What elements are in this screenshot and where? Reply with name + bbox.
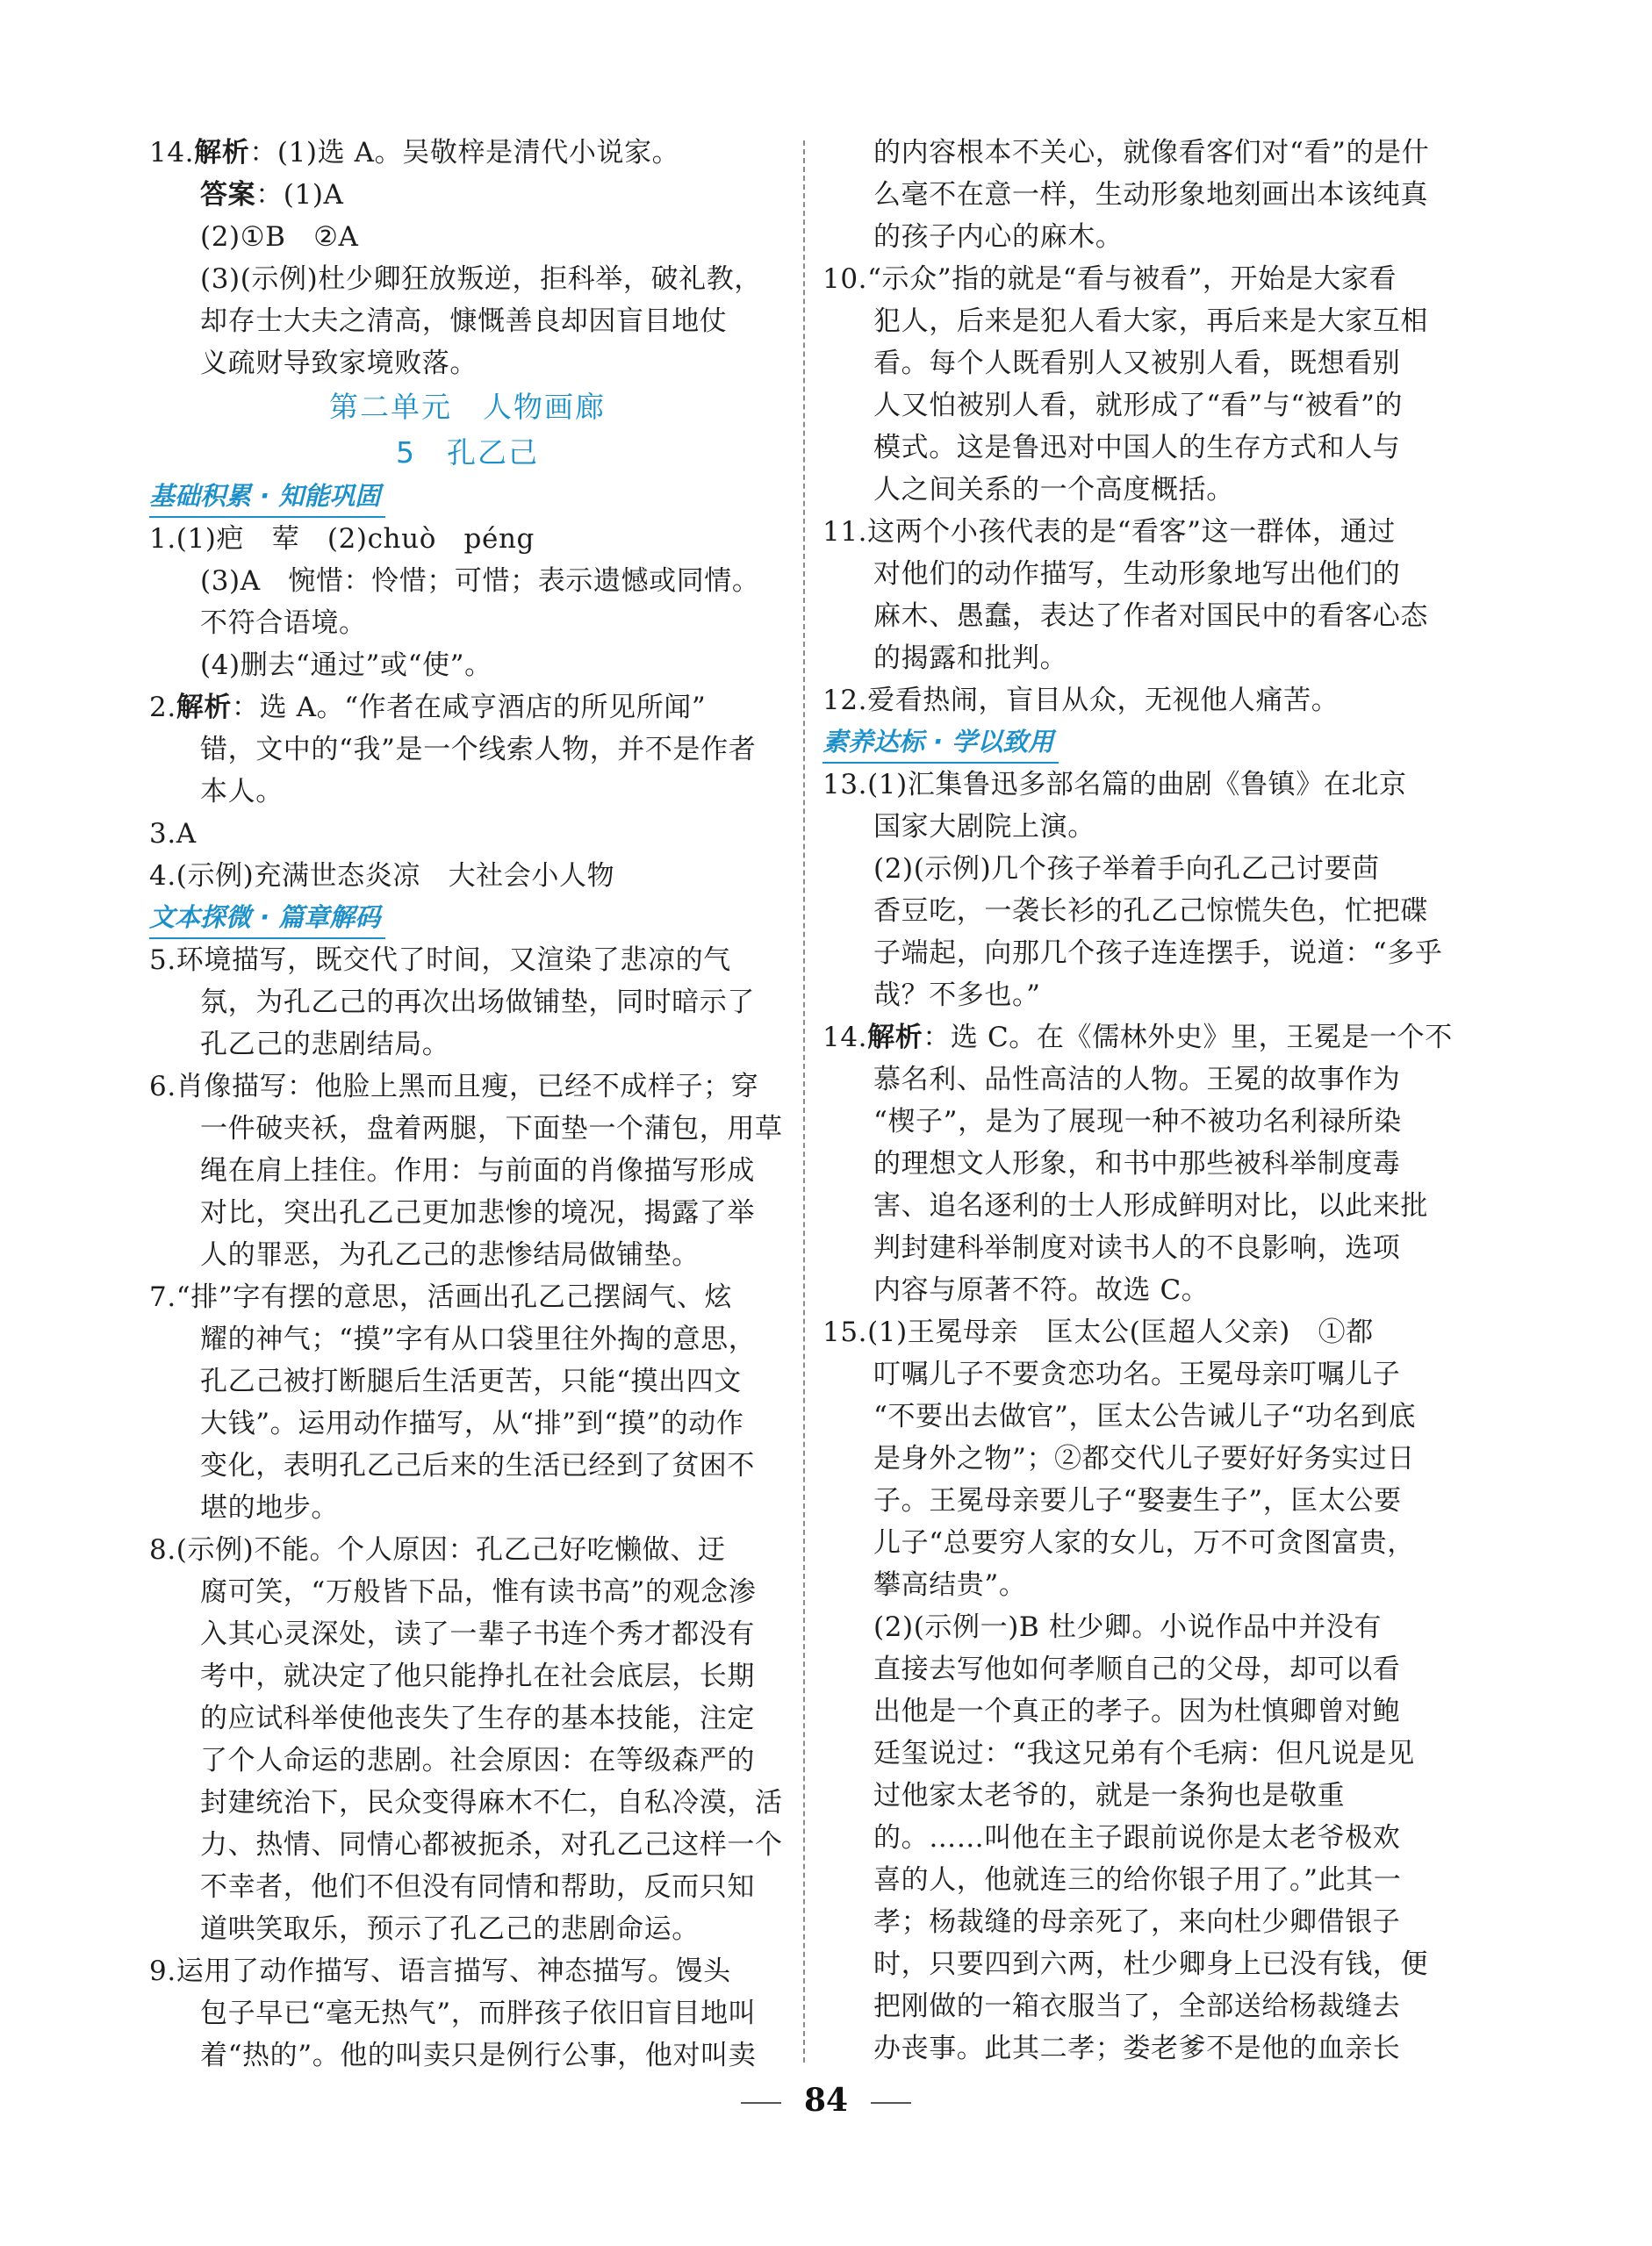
- q13-line: 子端起，向那几个孩子连连摆手，说道：“多乎: [873, 937, 1443, 969]
- answer-keyword: 答案: [200, 179, 256, 211]
- q15-line: 喜的人，他就连三的给你银子用了。”此其一: [873, 1864, 1402, 1896]
- q7-line: 变化，表明孔乙己后来的生活已经到了贫困不: [200, 1450, 755, 1482]
- q10-line: 犯人，后来是犯人看大家，再后来是大家互相: [873, 305, 1428, 337]
- q14-line6: 义疏财导致家境败落。: [200, 348, 478, 379]
- q8-line: 了个人命运的悲剧。社会原因：在等级森严的: [200, 1745, 755, 1776]
- q7-line: 大钱”。运用动作描写，从“排”到“摸”的动作: [200, 1408, 744, 1439]
- q15-line: “不要出去做官”，匡太公告诫儿子“功名到底: [873, 1401, 1417, 1432]
- q6-line: 人的罪恶，为孔乙己的悲惨结局做铺垫。: [200, 1239, 700, 1271]
- q13-line: 13.(1)汇集鲁迅多部名篇的曲剧《鲁镇》在北京: [822, 769, 1407, 800]
- q5-line: 孔乙己的悲剧结局。: [200, 1029, 450, 1060]
- q9-line: 的孩子内心的麻木。: [873, 221, 1124, 253]
- q4-answer: 4.(示例)充满世态炎凉 大社会小人物: [149, 860, 615, 892]
- page-footer: [0, 2082, 1652, 2119]
- q8-line: 的应试科举使他丧失了生存的基本技能，注定: [200, 1703, 755, 1734]
- q14-line: 判封建科举制度对读书人的不良影响，选项: [873, 1232, 1401, 1264]
- q15-line: 廷玺说过：“我这兄弟有个毛病：但凡说是见: [873, 1738, 1415, 1769]
- q8-line: 力、热情、同情心都被扼杀，对孔乙己这样一个: [200, 1829, 783, 1861]
- q5-line: 氛，为孔乙己的再次出场做铺垫，同时暗示了: [200, 987, 755, 1018]
- q14-line: “楔子”，是为了展现一种不被功名利禄所染: [873, 1106, 1402, 1137]
- q8-line: 腐可笑，“万般皆下品，惟有读书高”的观念渗: [200, 1576, 757, 1608]
- q9-line: 包子早已“毫无热气”，而胖孩子依旧盲目地叫: [200, 1998, 757, 2029]
- q15-block: [822, 1311, 1459, 2070]
- q3-answer: 3.A: [149, 818, 197, 850]
- q9-continuation: [822, 132, 1459, 258]
- q15-line: 儿子“总要穷人家的女儿，万不可贪图富贵，: [873, 1527, 1415, 1559]
- q7-line: 堪的地步。: [200, 1492, 339, 1524]
- q14-line3: (2)①B ②A: [200, 221, 359, 253]
- q10-line: 10.“示众”指的就是“看与被看”，开始是大家看: [822, 263, 1397, 295]
- q15-line: (2)(示例一)B 杜少卿。小说作品中并没有: [873, 1611, 1382, 1643]
- q15-line: 15.(1)王冕母亲 匡太公(匡超人父亲) ①都: [822, 1317, 1374, 1348]
- q13-line: 香豆吃，一袭长衫的孔乙己惊慌失色，忙把碟: [873, 895, 1428, 927]
- q11-line: 对他们的动作描写，生动形象地写出他们的: [873, 558, 1401, 590]
- q1-line1: 1.(1)疤 荤 (2)chuò péng: [149, 523, 535, 555]
- right-column: [822, 132, 1459, 2070]
- footer-dash-right: [871, 2102, 911, 2104]
- q6-line: 6.肖像描写：他脸上黑而且瘦，已经不成样子；穿: [149, 1071, 759, 1102]
- q8-block: [149, 1529, 786, 1950]
- page-number: 84: [803, 2082, 849, 2119]
- footer-dash-left: [741, 2102, 781, 2104]
- q13-line: 哉？不多也。”: [873, 979, 1041, 1011]
- q11-line: 的揭露和批判。: [873, 642, 1068, 674]
- q15-line: 是身外之物”；②都交代儿子要好好务实过日: [873, 1443, 1415, 1475]
- q14-line: 慕名利、品性高洁的人物。王冕的故事作为: [873, 1064, 1401, 1095]
- q9-block: [149, 1950, 786, 2077]
- q5-block: [149, 939, 786, 1066]
- section-heading-application: 素养达标 · 学以致用: [822, 721, 1059, 764]
- q11-line: 11.这两个小孩代表的是“看客”这一群体，通过: [822, 516, 1396, 548]
- q8-line: 不幸者，他们不但没有同情和帮助，反而只知: [200, 1871, 755, 1903]
- q8-line: 封建统治下，民众变得麻木不仁，自私冷漠，活: [200, 1787, 783, 1819]
- q8-line: 入其心灵深处，读了一辈子书连个秀才都没有: [200, 1618, 755, 1650]
- q5-line: 5.环境描写，既交代了时间，又渲染了悲凉的气: [149, 944, 731, 976]
- q15-line: 子。王冕母亲要儿子“娶妻生子”，匡太公要: [873, 1485, 1402, 1517]
- left-column: [149, 132, 786, 2077]
- q11-line: 麻木、愚蠢，表达了作者对国民中的看客心态: [873, 600, 1428, 632]
- q9-line: 着“热的”。他的叫卖只是例行公事，他对叫卖: [200, 2040, 757, 2071]
- unit-title: 第二单元 人物画廊: [329, 390, 606, 424]
- q2-line3: 本人。: [200, 776, 284, 807]
- q6-line: 对比，突出孔乙己更加悲惨的境况，揭露了举: [200, 1197, 755, 1229]
- q15-line: 孝；杨裁缝的母亲死了，来向杜少卿借银子: [873, 1906, 1401, 1938]
- q12-answer: 12.爱看热闹，盲目从众，无视他人痛苦。: [822, 685, 1340, 716]
- q13-line: (2)(示例)几个孩子举着手向孔乙己讨要茴: [873, 853, 1380, 885]
- q6-line: 绳在肩上挂住。作用：与前面的肖像描写形成: [200, 1155, 755, 1187]
- q13-line: 国家大剧院上演。: [873, 811, 1095, 843]
- q10-block: [822, 258, 1459, 511]
- q14-block: [822, 1016, 1459, 1311]
- column-divider: [803, 140, 805, 2063]
- q14-line5: 却存士大夫之清高，慷慨善良却因盲目地仗: [200, 305, 728, 337]
- q10-line: 人之间关系的一个高度概括。: [873, 474, 1234, 506]
- q1-line3: 不符合语境。: [200, 607, 367, 639]
- q6-block: [149, 1066, 786, 1276]
- q1-line2: (3)A 惋惜：怜惜；可惜；表示遗憾或同情。: [200, 565, 760, 597]
- q8-line: 8.(示例)不能。个人原因：孔乙己好吃懒做、迂: [149, 1534, 726, 1566]
- section-heading-basics: 基础积累 · 知能巩固: [149, 476, 385, 518]
- analysis-keyword: 解析: [176, 692, 232, 723]
- q14-line: 14.解析：选 C。在《儒林外史》里，王冕是一个不: [822, 1022, 1453, 1053]
- q2-line2: 错，文中的“我”是一个线索人物，并不是作者: [200, 734, 757, 765]
- q10-line: 人又怕被别人看，就形成了“看”与“被看”的: [873, 390, 1403, 421]
- q10-line: 看。每个人既看别人又被别人看，既想看别: [873, 348, 1401, 379]
- q8-line: 道哄笑取乐，预示了孔乙己的悲剧命运。: [200, 1913, 700, 1945]
- analysis-keyword: 解析: [867, 1022, 923, 1053]
- q15-line: 出他是一个真正的孝子。因为杜慎卿曾对鲍: [873, 1696, 1401, 1727]
- q15-line: 时，只要四到六两，杜少卿身上已没有钱，便: [873, 1948, 1428, 1980]
- q1-line4: (4)删去“通过”或“使”。: [200, 649, 492, 681]
- q2-line1: 2.解析：选 A。“作者在咸亨酒店的所见所闻”: [149, 692, 707, 723]
- q7-line: 耀的神气；“摸”字有从口袋里往外掏的意思，: [200, 1324, 757, 1355]
- q8-line: 考中，就决定了他只能挣扎在社会底层，长期: [200, 1661, 755, 1692]
- q13-block: [822, 764, 1459, 1016]
- q14-line: 害、追名逐利的士人形成鲜明对比，以此来批: [873, 1190, 1428, 1222]
- q14-line1: 14.解析：(1)选 A。吴敬梓是清代小说家。: [149, 137, 680, 169]
- q7-block: [149, 1276, 786, 1529]
- lesson-title: 5 孔乙己: [396, 435, 539, 470]
- analysis-keyword: 解析: [194, 137, 250, 169]
- q14-line: 内容与原著不符。故选 C。: [873, 1274, 1210, 1306]
- q15-line: 办丧事。此其二孝；娄老爹不是他的血亲长: [873, 2033, 1401, 2064]
- q15-line: 直接去写他如何孝顺自己的父母，却可以看: [873, 1654, 1401, 1685]
- q15-line: 把刚做的一箱衣服当了，全部送给杨裁缝去: [873, 1991, 1401, 2022]
- q7-line: 孔乙己被打断腿后生活更苦，只能“摸出四文: [200, 1366, 742, 1397]
- q15-line: 叮嘱儿子不要贪恋功名。王冕母亲叮嘱儿子: [873, 1359, 1401, 1390]
- q9-line: 么毫不在意一样，生动形象地刻画出本该纯真: [873, 179, 1428, 211]
- q10-line: 模式。这是鲁迅对中国人的生存方式和人与: [873, 432, 1401, 463]
- q6-line: 一件破夹袄，盘着两腿，下面垫一个蒲包，用草: [200, 1113, 783, 1145]
- q11-block: [822, 511, 1459, 679]
- q14-line: 的理想文人形象，和书中那些被科举制度毒: [873, 1148, 1401, 1180]
- q15-line: 攀高结贵”。: [873, 1569, 1027, 1601]
- q9-line: 9.运用了动作描写、语言描写、神态描写。馒头: [149, 1955, 731, 1987]
- q14-answer: 答案：(1)A: [200, 179, 344, 211]
- q15-line: 过他家太老爷的，就是一条狗也是敬重: [873, 1780, 1346, 1812]
- q9-line: 的内容根本不关心，就像看客们对“看”的是什: [873, 137, 1430, 169]
- q14-line4: (3)(示例)杜少卿狂放叛逆，拒科举，破礼教，: [200, 263, 762, 295]
- q7-line: 7.“排”字有摆的意思，活画出孔乙己摆阔气、炫: [149, 1281, 733, 1313]
- q15-line: 的。……叫他在主子跟前说你是太老爷极欢: [873, 1822, 1401, 1854]
- section-heading-text-analysis: 文本探微 · 篇章解码: [149, 897, 385, 939]
